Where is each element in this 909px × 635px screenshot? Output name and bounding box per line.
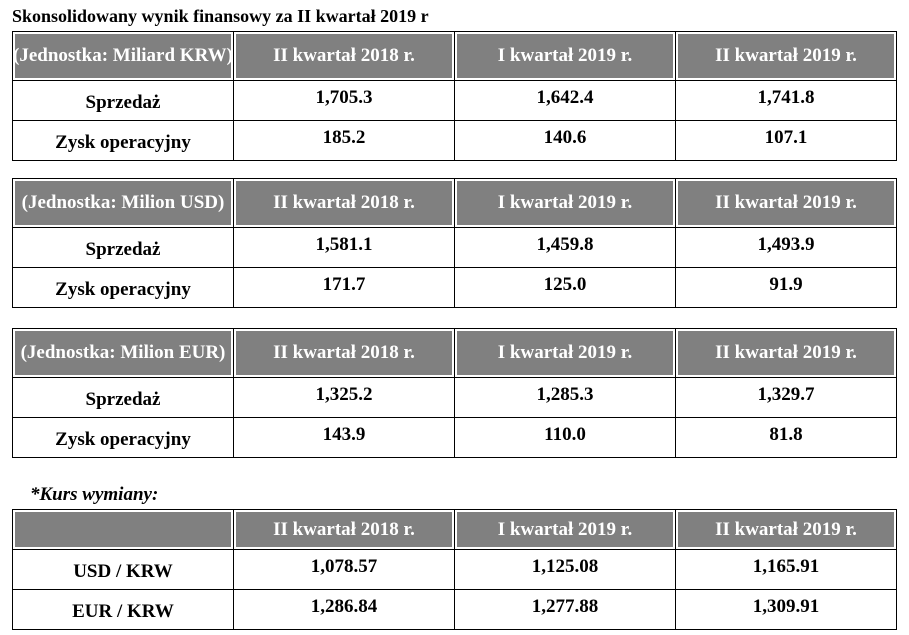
unit-header bbox=[13, 510, 234, 550]
column-header-q2-2019: II kwartał 2019 r. bbox=[676, 32, 897, 81]
table-row-sales bbox=[13, 228, 897, 268]
cell-value: 1,165.91 bbox=[676, 550, 897, 590]
cell-value: 91.9 bbox=[676, 268, 897, 308]
cell-value: 1,078.57 bbox=[234, 550, 455, 590]
cell-value: 110.0 bbox=[455, 418, 676, 458]
column-header-q2-2018: II kwartał 2018 r. bbox=[234, 510, 455, 550]
exchange-rate-table bbox=[12, 509, 897, 630]
row-label: Sprzedaż bbox=[13, 228, 234, 268]
cell-value: 185.2 bbox=[234, 121, 455, 161]
table-header-row bbox=[13, 329, 897, 378]
row-label: Zysk operacyjny bbox=[13, 121, 234, 161]
column-header-q2-2019: II kwartał 2019 r. bbox=[676, 179, 897, 228]
results-table-krw bbox=[12, 31, 897, 161]
column-header-q2-2019: II kwartał 2019 r. bbox=[676, 329, 897, 378]
exchange-rate-title: *Kurs wymiany: bbox=[30, 484, 159, 505]
table-row-sales bbox=[13, 378, 897, 418]
cell-value: 1,581.1 bbox=[234, 228, 455, 268]
unit-header: (Jednostka: Milion EUR) bbox=[13, 329, 234, 378]
column-header-q1-2019: I kwartał 2019 r. bbox=[455, 32, 676, 81]
column-header-q2-2018: II kwartał 2018 r. bbox=[234, 32, 455, 81]
table-header-row bbox=[13, 32, 897, 81]
cell-value: 1,459.8 bbox=[455, 228, 676, 268]
row-label: EUR / KRW bbox=[13, 590, 234, 630]
cell-value: 1,309.91 bbox=[676, 590, 897, 630]
cell-value: 81.8 bbox=[676, 418, 897, 458]
column-header-q2-2018: II kwartał 2018 r. bbox=[234, 329, 455, 378]
cell-value: 143.9 bbox=[234, 418, 455, 458]
cell-value: 1,741.8 bbox=[676, 81, 897, 121]
column-header-q2-2019: II kwartał 2019 r. bbox=[676, 510, 897, 550]
column-header-q1-2019: I kwartał 2019 r. bbox=[455, 179, 676, 228]
column-header-q1-2019: I kwartał 2019 r. bbox=[455, 329, 676, 378]
cell-value: 107.1 bbox=[676, 121, 897, 161]
table-row-operating-profit bbox=[13, 121, 897, 161]
cell-value: 140.6 bbox=[455, 121, 676, 161]
column-header-q2-2018: II kwartał 2018 r. bbox=[234, 179, 455, 228]
cell-value: 125.0 bbox=[455, 268, 676, 308]
page-title: Skonsolidowany wynik finansowy za II kwartał 2019 r bbox=[12, 6, 429, 26]
table-row-usd-krw bbox=[13, 550, 897, 590]
table-row-operating-profit bbox=[13, 418, 897, 458]
column-header-q1-2019: I kwartał 2019 r. bbox=[455, 510, 676, 550]
cell-value: 1,329.7 bbox=[676, 378, 897, 418]
cell-value: 1,285.3 bbox=[455, 378, 676, 418]
table-header-row bbox=[13, 179, 897, 228]
table-row-eur-krw bbox=[13, 590, 897, 630]
table-header-row bbox=[13, 510, 897, 550]
cell-value: 1,277.88 bbox=[455, 590, 676, 630]
row-label: Zysk operacyjny bbox=[13, 418, 234, 458]
cell-value: 1,125.08 bbox=[455, 550, 676, 590]
row-label: Sprzedaż bbox=[13, 378, 234, 418]
table-row-operating-profit bbox=[13, 268, 897, 308]
row-label: USD / KRW bbox=[13, 550, 234, 590]
cell-value: 1,493.9 bbox=[676, 228, 897, 268]
row-label: Sprzedaż bbox=[13, 81, 234, 121]
table-row-sales bbox=[13, 81, 897, 121]
cell-value: 171.7 bbox=[234, 268, 455, 308]
cell-value: 1,325.2 bbox=[234, 378, 455, 418]
cell-value: 1,705.3 bbox=[234, 81, 455, 121]
results-table-eur bbox=[12, 328, 897, 458]
cell-value: 1,642.4 bbox=[455, 81, 676, 121]
results-table-usd bbox=[12, 178, 897, 308]
cell-value: 1,286.84 bbox=[234, 590, 455, 630]
row-label: Zysk operacyjny bbox=[13, 268, 234, 308]
unit-header: (Jednostka: Milion USD) bbox=[13, 179, 234, 228]
unit-header: (Jednostka: Miliard KRW) bbox=[13, 32, 234, 81]
